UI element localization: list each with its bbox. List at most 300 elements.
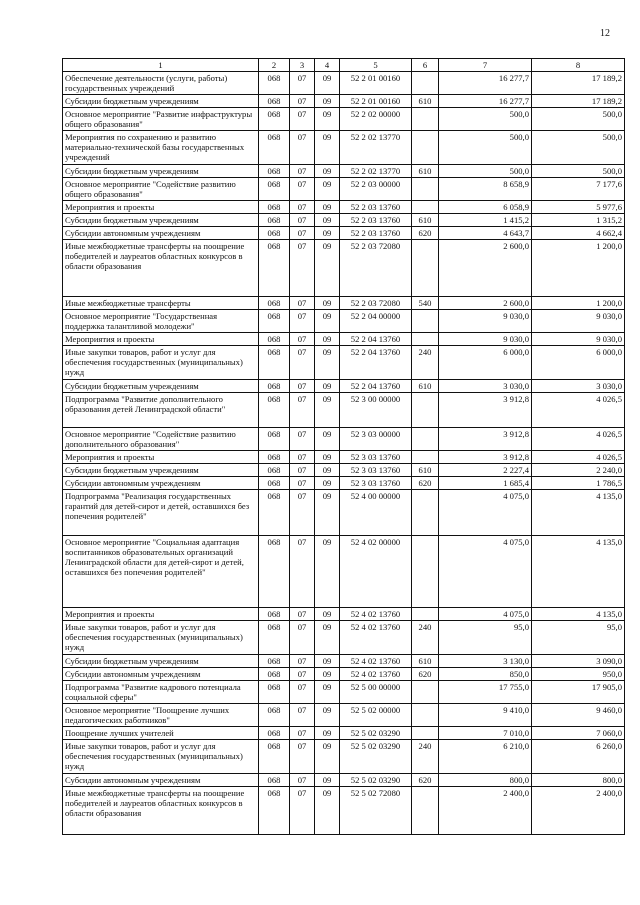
row-target-article-cell: 52 2 03 00000 [340,178,412,201]
header-cell: 1 [63,59,259,72]
header-cell: 5 [340,59,412,72]
row-target-article-cell: 52 2 03 72080 [340,297,412,310]
row-name-cell: Подпрограмма "Реализация государственных гарантий для детей-сирот и детей, оставшихся без попечения родителей" [63,490,259,536]
row-value-col7-cell: 500,0 [439,131,532,165]
row-value-col8-cell: 2 240,0 [532,464,625,477]
table-row [63,477,625,490]
row-expense-type-cell: 240 [412,621,439,655]
row-subsection-cell: 09 [315,727,340,740]
row-target-article-cell: 52 2 04 13760 [340,346,412,380]
row-value-col7-cell: 500,0 [439,108,532,131]
row-grbs-cell: 068 [259,727,290,740]
table-row [63,774,625,787]
row-subsection-cell: 09 [315,393,340,428]
row-expense-type-cell: 610 [412,464,439,477]
row-name-cell: Субсидии автономным учреждениям [63,227,259,240]
row-grbs-cell: 068 [259,178,290,201]
row-subsection-cell: 09 [315,428,340,451]
row-value-col8-cell: 950,0 [532,668,625,681]
row-subsection-cell: 09 [315,346,340,380]
row-expense-type-cell [412,333,439,346]
row-section-cell: 07 [290,787,315,835]
row-value-col8-cell: 6 260,0 [532,740,625,774]
row-name-cell: Подпрограмма "Развитие кадрового потенциала социальной сферы" [63,681,259,704]
row-value-col7-cell: 17 755,0 [439,681,532,704]
row-name-cell: Иные межбюджетные трансферты [63,297,259,310]
row-name-cell: Основное мероприятие "Социальная адаптация воспитанников образовательных организаций Ленинградской области для детей-сирот и детей, оставшихся без попечения родителей" [63,536,259,608]
row-value-col8-cell: 9 460,0 [532,704,625,727]
row-subsection-cell: 09 [315,333,340,346]
row-name-cell: Иные межбюджетные трансферты на поощрение победителей и лауреатов областных конкурсов в области образования [63,240,259,297]
row-name-cell: Субсидии автономным учреждениям [63,774,259,787]
row-subsection-cell: 09 [315,787,340,835]
row-section-cell: 07 [290,704,315,727]
row-expense-type-cell [412,787,439,835]
header-cell: 3 [290,59,315,72]
row-expense-type-cell: 240 [412,740,439,774]
row-value-col7-cell: 4 643,7 [439,227,532,240]
row-name-cell: Основное мероприятие "Развитие инфраструктуры общего образования" [63,108,259,131]
row-section-cell: 07 [290,72,315,95]
row-value-col8-cell: 17 905,0 [532,681,625,704]
row-target-article-cell: 52 2 04 00000 [340,310,412,333]
row-target-article-cell: 52 2 04 13760 [340,333,412,346]
row-subsection-cell: 09 [315,774,340,787]
row-expense-type-cell [412,608,439,621]
row-grbs-cell: 068 [259,668,290,681]
row-expense-type-cell [412,393,439,428]
row-target-article-cell: 52 5 02 03290 [340,774,412,787]
row-target-article-cell: 52 2 03 13760 [340,201,412,214]
row-expense-type-cell: 540 [412,297,439,310]
table-row [63,346,625,380]
table-row [63,95,625,108]
row-value-col7-cell: 800,0 [439,774,532,787]
table-row [63,310,625,333]
row-value-col8-cell: 500,0 [532,165,625,178]
row-target-article-cell: 52 2 03 13760 [340,227,412,240]
row-section-cell: 07 [290,165,315,178]
row-value-col8-cell: 17 189,2 [532,95,625,108]
row-value-col8-cell: 6 000,0 [532,346,625,380]
row-target-article-cell: 52 5 02 03290 [340,727,412,740]
row-subsection-cell: 09 [315,621,340,655]
row-value-col8-cell: 3 090,0 [532,655,625,668]
table-row [63,787,625,835]
row-name-cell: Иные закупки товаров, работ и услуг для обеспечения государственных (муниципальных) нужд [63,740,259,774]
row-expense-type-cell [412,681,439,704]
row-subsection-cell: 09 [315,704,340,727]
row-target-article-cell: 52 4 02 13760 [340,655,412,668]
row-grbs-cell: 068 [259,95,290,108]
row-expense-type-cell [412,704,439,727]
row-subsection-cell: 09 [315,740,340,774]
row-name-cell: Субсидии бюджетным учреждениям [63,464,259,477]
budget-table [62,58,625,835]
row-section-cell: 07 [290,95,315,108]
table-body [63,72,625,835]
row-subsection-cell: 09 [315,380,340,393]
row-section-cell: 07 [290,668,315,681]
row-subsection-cell: 09 [315,201,340,214]
row-grbs-cell: 068 [259,428,290,451]
row-subsection-cell: 09 [315,608,340,621]
row-value-col8-cell: 1 315,2 [532,214,625,227]
row-value-col7-cell: 6 058,9 [439,201,532,214]
row-expense-type-cell [412,108,439,131]
row-target-article-cell: 52 3 03 00000 [340,428,412,451]
row-value-col8-cell: 4 026,5 [532,428,625,451]
header-cell: 2 [259,59,290,72]
row-section-cell: 07 [290,621,315,655]
row-value-col8-cell: 4 026,5 [532,393,625,428]
row-value-col7-cell: 3 912,8 [439,451,532,464]
row-value-col7-cell: 1 415,2 [439,214,532,227]
row-name-cell: Субсидии бюджетным учреждениям [63,165,259,178]
row-target-article-cell: 52 2 03 72080 [340,240,412,297]
row-value-col8-cell: 9 030,0 [532,310,625,333]
row-subsection-cell: 09 [315,165,340,178]
row-section-cell: 07 [290,774,315,787]
row-target-article-cell: 52 2 03 13760 [340,214,412,227]
row-target-article-cell: 52 4 00 00000 [340,490,412,536]
row-section-cell: 07 [290,464,315,477]
table-row [63,393,625,428]
row-name-cell: Мероприятия по сохранению и развитию материально-технической базы государственных учреждений [63,131,259,165]
table-row [63,681,625,704]
row-subsection-cell: 09 [315,655,340,668]
row-subsection-cell: 09 [315,477,340,490]
row-section-cell: 07 [290,310,315,333]
row-name-cell: Иные межбюджетные трансферты на поощрение победителей и лауреатов областных конкурсов в области образования [63,787,259,835]
row-value-col8-cell: 17 189,2 [532,72,625,95]
row-value-col7-cell: 2 600,0 [439,297,532,310]
row-section-cell: 07 [290,655,315,668]
row-name-cell: Мероприятия и проекты [63,451,259,464]
row-target-article-cell: 52 5 02 00000 [340,704,412,727]
row-grbs-cell: 068 [259,704,290,727]
row-value-col8-cell: 1 200,0 [532,297,625,310]
row-target-article-cell: 52 4 02 00000 [340,536,412,608]
row-name-cell: Поощрение лучших учителей [63,727,259,740]
row-value-col8-cell: 4 026,5 [532,451,625,464]
row-value-col8-cell: 4 135,0 [532,536,625,608]
row-section-cell: 07 [290,681,315,704]
table-row [63,201,625,214]
row-grbs-cell: 068 [259,774,290,787]
row-name-cell: Мероприятия и проекты [63,201,259,214]
table-row [63,727,625,740]
row-subsection-cell: 09 [315,297,340,310]
row-name-cell: Основное мероприятие "Содействие развитию дополнительного образования" [63,428,259,451]
row-target-article-cell: 52 2 02 13770 [340,165,412,178]
row-name-cell: Субсидии бюджетным учреждениям [63,95,259,108]
row-grbs-cell: 068 [259,131,290,165]
row-subsection-cell: 09 [315,464,340,477]
row-value-col7-cell: 3 030,0 [439,380,532,393]
row-section-cell: 07 [290,428,315,451]
row-section-cell: 07 [290,477,315,490]
row-value-col7-cell: 9 030,0 [439,333,532,346]
row-section-cell: 07 [290,608,315,621]
row-target-article-cell: 52 5 00 00000 [340,681,412,704]
row-name-cell: Субсидии автономным учреждениям [63,668,259,681]
row-value-col8-cell: 95,0 [532,621,625,655]
row-target-article-cell: 52 2 02 00000 [340,108,412,131]
row-grbs-cell: 068 [259,346,290,380]
row-grbs-cell: 068 [259,333,290,346]
row-section-cell: 07 [290,727,315,740]
row-value-col8-cell: 9 030,0 [532,333,625,346]
table-row [63,214,625,227]
header-cell: 8 [532,59,625,72]
row-target-article-cell: 52 5 02 03290 [340,740,412,774]
row-value-col7-cell: 3 130,0 [439,655,532,668]
row-section-cell: 07 [290,131,315,165]
row-value-col7-cell: 3 912,8 [439,428,532,451]
row-section-cell: 07 [290,490,315,536]
row-target-article-cell: 52 5 02 72080 [340,787,412,835]
row-target-article-cell: 52 3 03 13760 [340,451,412,464]
row-grbs-cell: 068 [259,536,290,608]
row-section-cell: 07 [290,108,315,131]
row-subsection-cell: 09 [315,95,340,108]
row-expense-type-cell: 610 [412,655,439,668]
row-value-col7-cell: 95,0 [439,621,532,655]
row-section-cell: 07 [290,297,315,310]
row-expense-type-cell: 620 [412,227,439,240]
row-subsection-cell: 09 [315,108,340,131]
row-value-col7-cell: 8 658,9 [439,178,532,201]
row-subsection-cell: 09 [315,227,340,240]
row-name-cell: Субсидии бюджетным учреждениям [63,214,259,227]
table-row [63,108,625,131]
row-subsection-cell: 09 [315,310,340,333]
row-value-col7-cell: 1 685,4 [439,477,532,490]
table-row [63,240,625,297]
row-grbs-cell: 068 [259,297,290,310]
row-grbs-cell: 068 [259,380,290,393]
table-row [63,131,625,165]
table-row [63,464,625,477]
row-section-cell: 07 [290,536,315,608]
row-grbs-cell: 068 [259,477,290,490]
row-section-cell: 07 [290,346,315,380]
row-grbs-cell: 068 [259,451,290,464]
row-expense-type-cell [412,131,439,165]
row-value-col7-cell: 16 277,7 [439,72,532,95]
row-target-article-cell: 52 4 02 13760 [340,668,412,681]
row-grbs-cell: 068 [259,621,290,655]
row-value-col7-cell: 4 075,0 [439,608,532,621]
row-section-cell: 07 [290,227,315,240]
row-value-col8-cell: 500,0 [532,131,625,165]
row-subsection-cell: 09 [315,72,340,95]
row-grbs-cell: 068 [259,165,290,178]
row-subsection-cell: 09 [315,214,340,227]
row-expense-type-cell [412,490,439,536]
row-subsection-cell: 09 [315,490,340,536]
row-value-col7-cell: 6 210,0 [439,740,532,774]
row-grbs-cell: 068 [259,72,290,95]
row-expense-type-cell: 620 [412,668,439,681]
row-name-cell: Субсидии автономным учреждениям [63,477,259,490]
row-subsection-cell: 09 [315,681,340,704]
row-section-cell: 07 [290,380,315,393]
row-expense-type-cell: 610 [412,214,439,227]
header-cell: 7 [439,59,532,72]
row-grbs-cell: 068 [259,655,290,668]
table-row [63,297,625,310]
table-row [63,704,625,727]
row-grbs-cell: 068 [259,608,290,621]
row-value-col8-cell: 7 177,6 [532,178,625,201]
row-value-col7-cell: 4 075,0 [439,536,532,608]
row-target-article-cell: 52 3 03 13760 [340,477,412,490]
table-row [63,72,625,95]
row-grbs-cell: 068 [259,240,290,297]
row-expense-type-cell [412,536,439,608]
header-cell: 4 [315,59,340,72]
row-value-col7-cell: 850,0 [439,668,532,681]
row-target-article-cell: 52 2 02 13770 [340,131,412,165]
row-grbs-cell: 068 [259,490,290,536]
row-value-col7-cell: 3 912,8 [439,393,532,428]
row-target-article-cell: 52 2 01 00160 [340,95,412,108]
row-grbs-cell: 068 [259,201,290,214]
row-value-col8-cell: 1 200,0 [532,240,625,297]
row-section-cell: 07 [290,201,315,214]
row-name-cell: Мероприятия и проекты [63,333,259,346]
row-name-cell: Иные закупки товаров, работ и услуг для обеспечения государственных (муниципальных) нужд [63,621,259,655]
row-value-col8-cell: 4 135,0 [532,608,625,621]
row-target-article-cell: 52 2 04 13760 [340,380,412,393]
row-value-col7-cell: 7 010,0 [439,727,532,740]
row-expense-type-cell [412,310,439,333]
row-value-col7-cell: 9 410,0 [439,704,532,727]
table-row [63,536,625,608]
row-subsection-cell: 09 [315,668,340,681]
row-value-col7-cell: 2 227,4 [439,464,532,477]
row-value-col7-cell: 2 400,0 [439,787,532,835]
row-section-cell: 07 [290,333,315,346]
row-target-article-cell: 52 3 03 13760 [340,464,412,477]
row-value-col8-cell: 500,0 [532,108,625,131]
table-row [63,490,625,536]
table-row [63,165,625,178]
row-target-article-cell: 52 2 01 00160 [340,72,412,95]
row-expense-type-cell [412,72,439,95]
row-section-cell: 07 [290,178,315,201]
table-row [63,428,625,451]
row-name-cell: Субсидии бюджетным учреждениям [63,380,259,393]
table-row [63,451,625,464]
row-subsection-cell: 09 [315,178,340,201]
row-value-col8-cell: 1 786,5 [532,477,625,490]
row-expense-type-cell: 610 [412,380,439,393]
row-expense-type-cell [412,451,439,464]
row-value-col8-cell: 7 060,0 [532,727,625,740]
row-value-col8-cell: 4 135,0 [532,490,625,536]
row-grbs-cell: 068 [259,740,290,774]
row-grbs-cell: 068 [259,681,290,704]
row-expense-type-cell [412,727,439,740]
row-target-article-cell: 52 3 00 00000 [340,393,412,428]
row-expense-type-cell [412,178,439,201]
row-grbs-cell: 068 [259,108,290,131]
row-expense-type-cell: 610 [412,95,439,108]
row-value-col8-cell: 5 977,6 [532,201,625,214]
row-subsection-cell: 09 [315,536,340,608]
header-row [63,59,625,72]
row-name-cell: Мероприятия и проекты [63,608,259,621]
table-row [63,380,625,393]
row-expense-type-cell: 610 [412,165,439,178]
row-section-cell: 07 [290,240,315,297]
row-value-col7-cell: 16 277,7 [439,95,532,108]
table-row [63,608,625,621]
row-expense-type-cell [412,201,439,214]
table-row [63,333,625,346]
row-grbs-cell: 068 [259,464,290,477]
row-name-cell: Субсидии бюджетным учреждениям [63,655,259,668]
row-grbs-cell: 068 [259,227,290,240]
row-name-cell: Основное мероприятие "Содействие развитию общего образования" [63,178,259,201]
row-section-cell: 07 [290,214,315,227]
row-expense-type-cell: 620 [412,774,439,787]
header-cell: 6 [412,59,439,72]
row-name-cell: Иные закупки товаров, работ и услуг для обеспечения государственных (муниципальных) нужд [63,346,259,380]
table-row [63,178,625,201]
row-value-col8-cell: 3 030,0 [532,380,625,393]
table-row [63,740,625,774]
row-name-cell: Обеспечение деятельности (услуги, работы) государственных учреждений [63,72,259,95]
row-subsection-cell: 09 [315,131,340,165]
row-value-col8-cell: 800,0 [532,774,625,787]
page-number: 12 [600,28,610,39]
row-grbs-cell: 068 [259,787,290,835]
row-expense-type-cell [412,240,439,297]
row-value-col8-cell: 2 400,0 [532,787,625,835]
row-value-col8-cell: 4 662,4 [532,227,625,240]
row-expense-type-cell: 240 [412,346,439,380]
table-row [63,668,625,681]
row-name-cell: Основное мероприятие "Поощрение лучших педагогических работников" [63,704,259,727]
row-grbs-cell: 068 [259,310,290,333]
row-value-col7-cell: 2 600,0 [439,240,532,297]
row-value-col7-cell: 6 000,0 [439,346,532,380]
row-subsection-cell: 09 [315,240,340,297]
row-section-cell: 07 [290,740,315,774]
row-expense-type-cell: 620 [412,477,439,490]
row-section-cell: 07 [290,451,315,464]
table-row [63,655,625,668]
table-row [63,227,625,240]
row-value-col7-cell: 500,0 [439,165,532,178]
row-grbs-cell: 068 [259,393,290,428]
row-name-cell: Подпрограмма "Развитие дополнительного образования детей Ленинградской области" [63,393,259,428]
row-name-cell: Основное мероприятие "Государственная поддержка талантливой молодежи" [63,310,259,333]
row-subsection-cell: 09 [315,451,340,464]
row-section-cell: 07 [290,393,315,428]
row-value-col7-cell: 9 030,0 [439,310,532,333]
row-target-article-cell: 52 4 02 13760 [340,608,412,621]
row-value-col7-cell: 4 075,0 [439,490,532,536]
row-expense-type-cell [412,428,439,451]
row-grbs-cell: 068 [259,214,290,227]
row-target-article-cell: 52 4 02 13760 [340,621,412,655]
table-row [63,621,625,655]
